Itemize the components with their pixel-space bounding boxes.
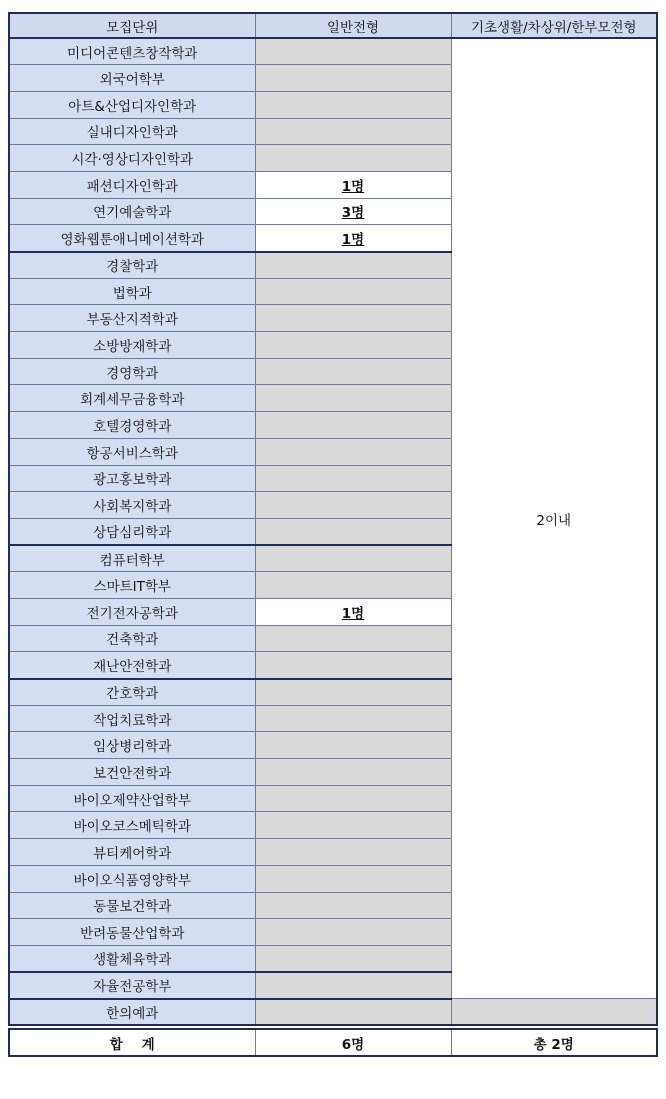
dept-name: 임상병리학과 <box>9 732 255 759</box>
header-row <box>9 13 657 38</box>
dept-name: 법학과 <box>9 278 255 305</box>
header-basic: 기초생활/차상위/한부모전형 <box>451 13 657 38</box>
dept-name: 아트&산업디자인학과 <box>9 91 255 118</box>
general-quota <box>255 865 451 892</box>
general-quota: 1명 <box>255 598 451 625</box>
dept-name: 외국어학부 <box>9 65 255 92</box>
dept-name: 영화웹툰애니메이션학과 <box>9 225 255 252</box>
dept-name: 사회복지학과 <box>9 492 255 519</box>
dept-name: 건축학과 <box>9 625 255 652</box>
dept-name: 간호학과 <box>9 679 255 706</box>
general-quota <box>255 412 451 439</box>
general-quota <box>255 625 451 652</box>
dept-name: 반려동물산업학과 <box>9 919 255 946</box>
general-quota <box>255 705 451 732</box>
general-quota <box>255 839 451 866</box>
general-quota <box>255 385 451 412</box>
general-quota <box>255 652 451 679</box>
dept-name: 한의예과 <box>9 999 255 1026</box>
general-quota <box>255 145 451 172</box>
dept-name: 광고홍보학과 <box>9 465 255 492</box>
total-basic: 총 2명 <box>451 1029 657 1056</box>
table-row <box>9 38 657 65</box>
general-quota <box>255 332 451 359</box>
general-quota <box>255 518 451 545</box>
dept-name: 부동산지적학과 <box>9 305 255 332</box>
general-quota <box>255 572 451 599</box>
general-quota <box>255 65 451 92</box>
dept-name: 항공서비스학과 <box>9 438 255 465</box>
dept-name: 패션디자인학과 <box>9 171 255 198</box>
dept-name: 컴퓨터학부 <box>9 545 255 572</box>
general-quota: 3명 <box>255 198 451 225</box>
dept-name: 시각·영상디자인학과 <box>9 145 255 172</box>
basic-quota <box>451 999 657 1026</box>
admission-quota-table <box>8 12 658 1057</box>
general-quota <box>255 785 451 812</box>
total-label: 합 계 <box>9 1029 255 1056</box>
table-body <box>9 38 657 1056</box>
general-quota <box>255 38 451 65</box>
dept-name: 전기전자공학과 <box>9 598 255 625</box>
dept-name: 실내디자인학과 <box>9 118 255 145</box>
general-quota <box>255 679 451 706</box>
dept-name: 작업치료학과 <box>9 705 255 732</box>
total-general: 6명 <box>255 1029 451 1056</box>
general-quota <box>255 91 451 118</box>
general-quota <box>255 919 451 946</box>
dept-name: 스마트IT학부 <box>9 572 255 599</box>
dept-name: 호텔경영학과 <box>9 412 255 439</box>
dept-name: 경영학과 <box>9 358 255 385</box>
general-quota <box>255 492 451 519</box>
header-general: 일반전형 <box>255 13 451 38</box>
general-quota <box>255 892 451 919</box>
general-quota <box>255 759 451 786</box>
dept-name: 생활체육학과 <box>9 945 255 972</box>
dept-name: 바이오코스메틱학과 <box>9 812 255 839</box>
total-row <box>9 1029 657 1056</box>
general-quota <box>255 972 451 999</box>
general-quota <box>255 999 451 1026</box>
dept-name: 뷰티케어학과 <box>9 839 255 866</box>
general-quota <box>255 732 451 759</box>
general-quota: 1명 <box>255 171 451 198</box>
general-quota <box>255 305 451 332</box>
dept-name: 동물보건학과 <box>9 892 255 919</box>
header-unit: 모집단위 <box>9 13 255 38</box>
general-quota <box>255 278 451 305</box>
dept-name: 바이오식품영양학부 <box>9 865 255 892</box>
dept-name: 재난안전학과 <box>9 652 255 679</box>
general-quota <box>255 465 451 492</box>
general-quota <box>255 438 451 465</box>
general-quota <box>255 118 451 145</box>
dept-name: 연기예술학과 <box>9 198 255 225</box>
dept-name: 소방방재학과 <box>9 332 255 359</box>
general-quota: 1명 <box>255 225 451 252</box>
dept-name: 경찰학과 <box>9 252 255 279</box>
general-quota <box>255 358 451 385</box>
general-quota <box>255 945 451 972</box>
general-quota <box>255 812 451 839</box>
dept-name: 자율전공학부 <box>9 972 255 999</box>
dept-name: 바이오제약산업학부 <box>9 785 255 812</box>
dept-name: 보건안전학과 <box>9 759 255 786</box>
table-row-medicine <box>9 999 657 1026</box>
dept-name: 상담심리학과 <box>9 518 255 545</box>
general-quota <box>255 545 451 572</box>
general-quota <box>255 252 451 279</box>
dept-name: 회계세무금융학과 <box>9 385 255 412</box>
dept-name: 미디어콘텐츠창작학과 <box>9 38 255 65</box>
basic-quota-merged: 2이내 <box>451 38 657 999</box>
